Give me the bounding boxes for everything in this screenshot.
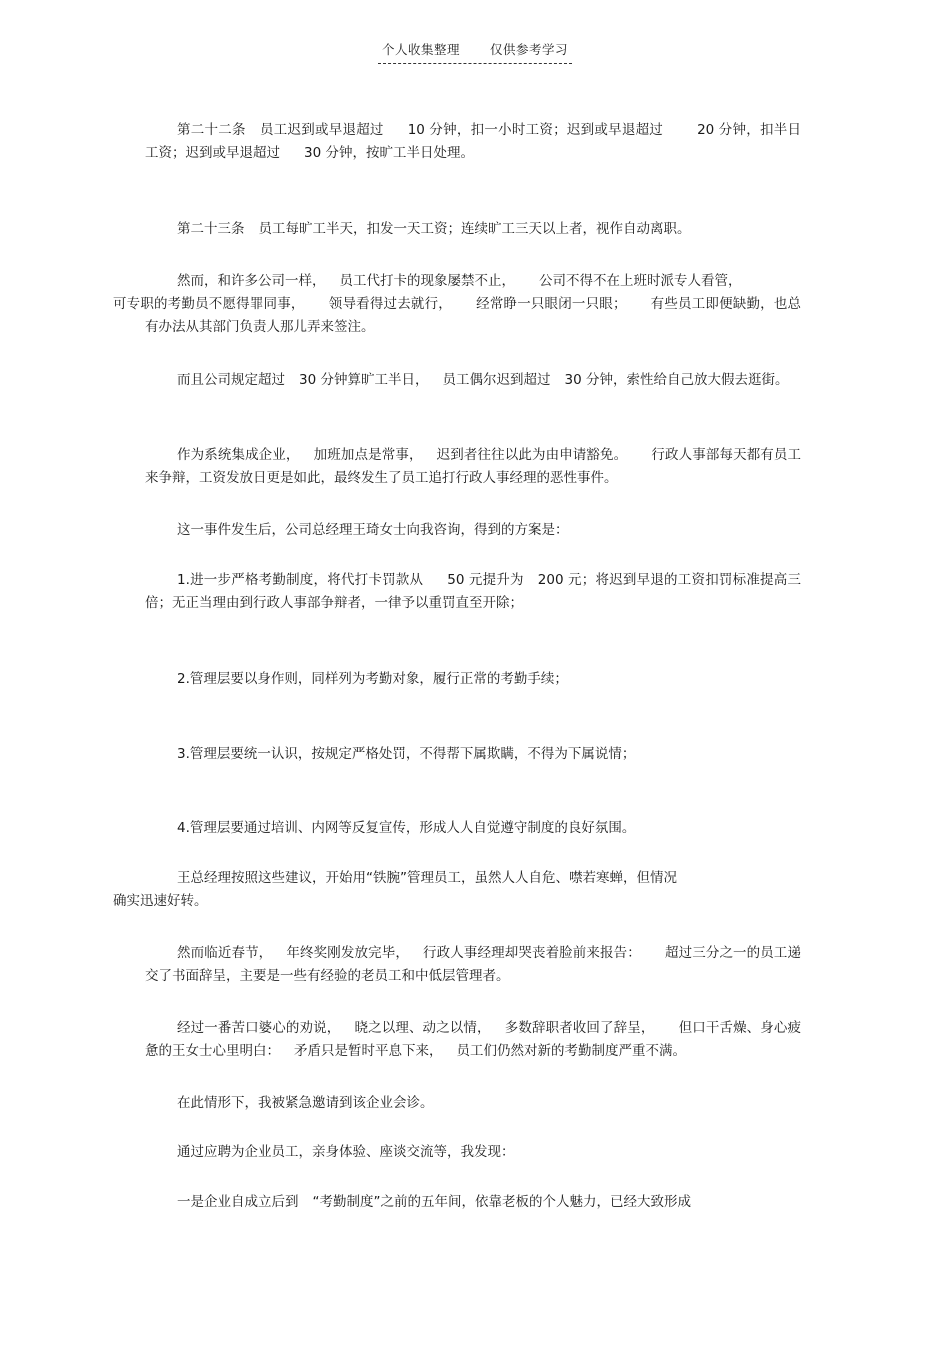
paragraph-article-22	[145, 119, 801, 165]
text-run: 这一事件发生后，公司总经理王琦女士向我咨询，得到的方案是：	[177, 522, 569, 538]
text-run: 确实迅速好转。	[113, 893, 208, 909]
text-run: 加班加点是常事，	[313, 447, 423, 463]
paragraph-persuasion	[145, 1017, 801, 1063]
paragraph-plan-item-2	[145, 668, 801, 691]
text-run: 然而，和许多公司一样，	[177, 273, 326, 289]
text-run: 而且公司规定超过	[177, 372, 285, 388]
text-run: 20 分钟，扣半日工资；迟到或早退超过	[145, 122, 801, 161]
text-run: 矛盾只是暂时平息下来，	[294, 1043, 443, 1059]
paragraph-consultation	[145, 519, 801, 542]
text-run: 第二十二条	[177, 122, 246, 138]
text-run: 30 分钟算旷工半日，	[299, 372, 429, 388]
text-run: 多数辞职者收回了辞呈，	[504, 1020, 655, 1036]
text-run: 员工代打卡的现象屡禁不止，	[339, 273, 515, 289]
text-run: 可专职的考勤员不愿得罪同事，	[113, 296, 305, 312]
text-run: 领导看得过去就行，	[328, 296, 452, 312]
paragraph-plan-item-3	[145, 743, 801, 766]
header-underline	[378, 38, 572, 64]
text-run: 作为系统集成企业，	[177, 447, 300, 463]
header-left-text: 个人收集整理	[381, 42, 460, 57]
paragraph-plan-item-4	[145, 817, 801, 840]
text-run: 10 分钟，扣一小时工资；迟到或早退超过	[407, 122, 664, 138]
text-run: 经过一番苦口婆心的劝说，	[177, 1020, 341, 1036]
text-run: 迟到者往往以此为由申请豁免。	[436, 447, 628, 463]
paragraph-iron-fist	[113, 867, 801, 913]
paragraph-finding-1	[145, 1191, 801, 1214]
text-run: 然而临近春节，	[177, 945, 273, 961]
text-run: 公司不得不在上班时派专人看管，	[539, 273, 742, 289]
text-run: 员工每旷工半天，扣发一天工资；连续旷工三天以上者，视作自动离职。	[258, 221, 691, 237]
text-run: 一是企业自成立后到	[177, 1194, 299, 1210]
text-run: 经常睁一只眼闭一只眼；	[475, 296, 627, 312]
paragraph-invitation	[145, 1092, 801, 1115]
text-run: 员工偶尔迟到超过	[442, 372, 551, 388]
text-run: 200 元；将迟到早退的工资扣罚标准提高三倍；无正当理由到行政人事部争辩者，一律予以重罚直至开除；	[145, 572, 801, 611]
text-run: 但口干舌燥、身心疲惫的王女士心里明白：	[145, 1020, 802, 1059]
text-run: 王总经理按照这些建议，开始用“铁腕”管理员工，虽然人人自危、噤若寒蝉，但情况	[177, 870, 677, 886]
paragraph-article-23	[145, 218, 801, 241]
text-run: 行政人事部每天都有员工来争辩，工资发放日更是如此，最终发生了员工追打行政人事经理的恶性事件。	[145, 447, 802, 486]
page-header	[0, 38, 950, 64]
text-run: 年终奖刚发放完毕，	[286, 945, 409, 961]
paragraph-resignations	[145, 942, 801, 988]
paragraph-overtime-dispute	[145, 444, 801, 490]
text-run: 超过三分之一的员工递交了书面辞呈，主要是一些有经验的老员工和中低层管理者。	[145, 945, 802, 984]
text-run: 第二十三条	[177, 221, 245, 237]
paragraph-30-minute-rule	[145, 369, 801, 392]
text-run: 30 分钟，按旷工半日处理。	[304, 145, 474, 161]
text-run: 晓之以理、动之以情，	[354, 1020, 491, 1036]
text-run: 1.进一步严格考勤制度，将代打卡罚款从	[177, 572, 424, 588]
text-run: 行政人事经理却哭丧着脸前来报告：	[422, 945, 641, 961]
paragraph-findings-intro	[145, 1141, 801, 1164]
paragraph-plan-item-1	[145, 569, 801, 615]
text-run: 员工迟到或早退超过	[259, 122, 384, 138]
text-run: 有些员工即便缺勤，也总有办法从其部门负责人那儿弄来签注。	[145, 296, 802, 335]
text-run: 3.管理层要统一认识，按规定严格处罚，不得帮下属欺瞒，不得为下属说情；	[177, 746, 636, 762]
text-run: 员工们仍然对新的考勤制度严重不满。	[456, 1043, 686, 1059]
text-run: 在此情形下，我被紧急邀请到该企业会诊。	[177, 1095, 434, 1111]
text-run: “考勤制度”之前的五年间，依靠老板的个人魅力，已经大致形成	[312, 1194, 691, 1210]
text-run: 2.管理层要以身作则，同样列为考勤对象，履行正常的考勤手续；	[177, 671, 568, 687]
header-right-text: 仅供参考学习	[490, 42, 569, 57]
paragraph-proxy-clocking	[113, 270, 802, 339]
text-run: 通过应聘为企业员工，亲身体验、座谈交流等，我发现：	[177, 1144, 515, 1160]
text-run: 30 分钟，索性给自己放大假去逛街。	[564, 372, 789, 388]
text-run: 4.管理层要通过培训、内网等反复宣传，形成人人自觉遵守制度的良好氛围。	[177, 820, 636, 836]
text-run: 50 元提升为	[447, 572, 524, 588]
